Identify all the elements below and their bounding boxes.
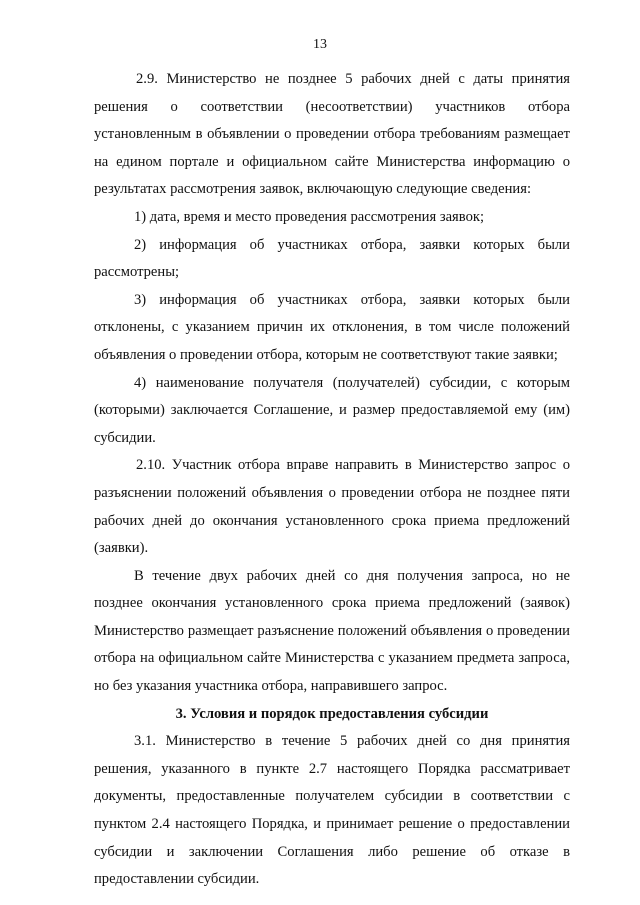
list-item-1: 1) дата, время и место проведения рассмотрения заявок; bbox=[134, 208, 485, 225]
paragraph-3-1: 3.1. Министерство в течение 5 рабочих дней со дня принятия решения, указанного в пункте 2.7 настоящего Порядка рассматривает документы, предоставленные получателем субсидии в соответствии с пунктом 2.4 настоящего Порядка, и принимает решение о предоставлении субсидии и заключении Соглашения либо решение об отказе в предоставлении субсидии. bbox=[94, 733, 570, 888]
paragraph-2-9: 2.9. Министерство не позднее 5 рабочих дней с даты принятия решения о соответствии (несоответствии) участников отбора установленным в объявлении о проведении отбора требованиям размещает на едином портале и официальном сайте Министерства информацию о результатах рассмотрения заявок, включающую следующие сведения: bbox=[94, 71, 570, 198]
list-item-2: 2) информация об участниках отбора, заявки которых были рассмотрены; bbox=[94, 236, 570, 281]
list-item-4: 4) наименование получателя (получателей) субсидии, с которым (которыми) заключается Соглашение, и размер предоставляемой ему (им) субсидии. bbox=[94, 374, 570, 446]
paragraph-2-10: 2.10. Участник отбора вправе направить в Министерство запрос о разъяснении положений объявления о проведении отбора не позднее пяти рабочих дней до окончания установленного срока приема предложений (заявки). bbox=[94, 457, 570, 557]
paragraph-2-10-continued: В течение двух рабочих дней со дня получения запроса, но не позднее окончания установленного срока приема предложений (заявок) Министерство размещает разъяснение положений объявления о проведении отбора на официальном сайте Министерства с указанием предмета запроса, но без указания участника отбора, направившего запрос. bbox=[94, 567, 570, 695]
section-3-heading: 3. Условия и порядок предоставления субсидии bbox=[175, 705, 489, 722]
page-number: 13 bbox=[313, 37, 327, 52]
document-body bbox=[94, 66, 570, 894]
list-item-3: 3) информация об участниках отбора, заявки которых были отклонены, с указанием причин их отклонения, в том числе положений объявления о проведении отбора, которым не соответствуют такие заявки; bbox=[94, 291, 570, 363]
